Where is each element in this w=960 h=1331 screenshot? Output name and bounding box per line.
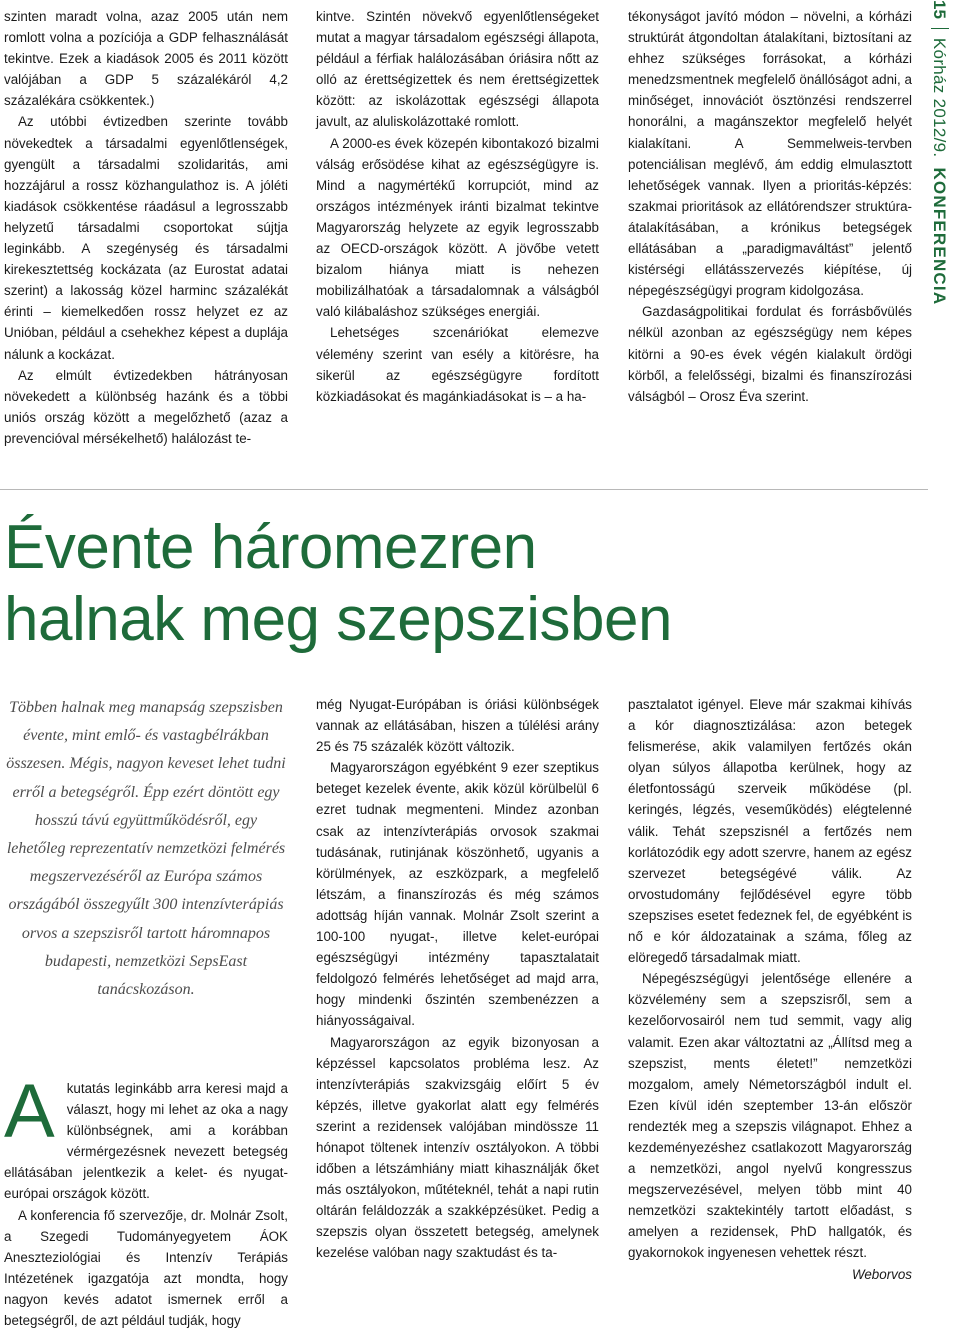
top-column-3 [628, 6, 912, 407]
journal-issue: Kórház 2012/9. [930, 37, 949, 158]
paragraph: pasztalatot igényel. Eleve már szakmai kihívás a kór diagnosztizálása: azon betegek felismerése, akik valamilyen fertőzés okán olyan súlyos állapotba kerülnek, hogy az életfontosságú szerveik működése (pl. keringés, légzés, veseműködés) elégtelenné válik. Tehát szepszisnél a fertőzés nem korlátozódik egy adott szervre, hanem az egész szervezet betegségévé válik. Az orvostudomány fejlődésével egyre több szepszises esetet fedeznek fel, de egyébként is nő e kór áldozatainak a száma, főleg az elöregedő társadalmak miatt. [628, 697, 912, 966]
paragraph: A konferencia fő szervezője, dr. Molnár Zsolt, a Szegedi Tudományegyetem ÁOK Aneszteziológiai és Intenzív Terápiás Intézetének igazgatója azt mondta, hogy nagyon kevés adatot ismernek erről a betegségről, de azt például tudják, hogy [4, 1207, 288, 1329]
article-headline [4, 512, 904, 656]
article-column-2 [316, 694, 599, 1264]
headline-line-2: halnak meg szepszisben [4, 585, 672, 654]
drop-cap: A [4, 1069, 55, 1154]
tab-divider [931, 28, 949, 29]
headline-line-1: Évente háromezren [4, 513, 537, 582]
section-divider [0, 489, 928, 490]
paragraph: még Nyugat-Európában is óriási különbségek vannak az ellátásában, hiszen a túlélési arány 25 és 75 százalék között változik. [316, 697, 599, 755]
top-column-2 [316, 6, 599, 407]
paragraph: Az utóbbi évtizedben szerinte tovább növekedtek a társadalmi egyenlőtlenségek, gyengült a társadalmi szolidaritás, ami hozzájárul a rossz közhangulathoz is. A jóléti kiadások csökkentése ráadásul a legrosszabb helyzetű társadalmi csoportokat sújtja leginkább. A szegénység és társadalmi kirekesztettség kockázata (az Eurostat adatai szerint) a lakosság közel harminc százalékát érinti – kiemelkedően rossz helyzet ez az Unióban, például a csehekhez képest a duplája nálunk a kockázat. [4, 114, 288, 362]
section-tab [928, 0, 960, 340]
paragraph: Magyarországon az egyik bizonyosan a képzéssel kapcsolatos probléma lesz. Az intenzívterápiás szakvizsgáig előírt 5 év képzés, illetve gyakorlat alatt egy felmérés szerint a rezidensek valójában mindössze 11 hónapot töltenek intenzív osztályokon. A többi időben a létszámhiány miatt kihasználják őket más osztályokon, műtéteknél, tehát a napi rutin oltárán feláldozzák a szakképzésüket. Pedig a szepszis olyan összetett betegség, amelynek kezelése valóban nagy szaktudást és ta- [316, 1034, 599, 1261]
byline: Weborvos [851, 1266, 912, 1282]
paragraph: Az elmúlt évtizedekben hátrányosan növekedett a különbség hazánk és a többi uniós ország között a megelőzhető (azaz a prevencióval mérsékelhető) halálozást te- [4, 367, 288, 446]
paragraph: Népegészségügyi jelentősége ellenére a közvélemény sem a szepszisről, sem a kezelőorvosairól nem tud semmit, vagy alig valamit. Ezen akar változtatni az „Állítsd meg a szepszist, ments életet!” nemzetközi mozgalom, amely Németországból indult el. Ezen kívül idén szeptember 13-án először rendezték meg a szepszis világnapot. Ehhez a kezdeményezéshez csatlakozott Magyarország a nemzetközi, angol nyelvű kongresszus megszervezésével, melyen több mint 40 nemzetközi szaktekintély tartott előadást, s amelyen a rezidensek, PhD hallgatók, és gyakornokok ingyenesen vehettek részt. [628, 971, 912, 1261]
paragraph-text: kutatás leginkább arra keresi majd a választ, hogy mi lehet az oka a nagy különbségnek, ami a korábban vérmérgezésnek nevezett betegség ellátásában jelentkezik a kelet- és nyugat-európai országok között. [4, 1081, 288, 1202]
paragraph: A 2000-es évek közepén kibontakozó bizalmi válság erősödése kihat az egészségügyre is. Mind a nagymértékű korrupciót, mind az országos intézmények iránti bizalmat tekintve Magyarország helyzete az egyik legrosszabb az OECD-országok között. A jövőbe vetett bizalom hiánya miatt is nehezen mobilizálhatóak a társadalomnak a válságból való kilábaláshoz szükséges energiái. [316, 135, 599, 320]
paragraph: Magyarországon egyébként 9 ezer szeptikus beteget kezelek évente, akik közül körülbelül 6 ezret tudnak megmenteni. Mindez azonban csak az intenzívterápiás orvosok szakmai tudásának, rutinjának köszönhető, ugyanis a körülmények, az eszközpark, a megfelelő létszám, a finanszírozás és még számos adottság híján vannak. Molnár Zsolt szerint a 100-100 nyugat-, illetve kelet-európai egészségügyi intézmény tapasztalatait feldolgozó felmérés lehetőséget ad majd arra, hogy mindenki őszintén szembenézzen a hiányosságaival. [316, 760, 599, 1029]
paragraph: Gazdaságpolitikai fordulat és forrásbővülés nélkül azonban az egészségügy nem képes kitörni a 90-es évek végén kialakult ördögi körből, a felelősségi, bizalmi és finanszírozási válságból – Orosz Éva szerint. [628, 304, 912, 404]
article-column-1 [4, 1069, 288, 1331]
paragraph: Lehetséges szcenáriókat elemezve vélemény szerint van esély a kitörésre, ha sikerül az egészségügyre fordított közkiadásokat és magánkiadásokat is – a ha- [316, 325, 599, 404]
paragraph: tékonyságot javító módon – növelni, a kórházi struktúrát átgondoltan átalakítani, biztosítani az ehhez szükséges forrásokat, a kórházi menedzsmentnek megfelelő önállóságot adni, a minőséget, innovációt ösztönzési rendszerrel honorálni, a magánszektor megfelelő helyét kialakítani. A Semmelweis-tervben potenciálisan meglévő, ám eddig elmulasztott lehetőségek vannak. Ilyen a prioritás-képzés: szakmai prioritások az ellátórendszer struktúra-átalakításában, a krónikus betegségek ellátásában a „paradigmaváltást” jelentő kistérségi ellátásszervezés kiépítése, új népegészségügyi program kidolgozása. [628, 9, 912, 299]
top-column-1 [4, 6, 288, 449]
paragraph [4, 1069, 288, 1205]
paragraph: szinten maradt volna, azaz 2005 után nem romlott volna a pozíciója a GDP felhasználását tekintve. Ezek a kiadások 2005 és 2011 között valójában a GDP 5 százalékáról 4,2 százalékára csökkentek.) [4, 9, 288, 109]
article-lead: Többen halnak meg manapság szepszisben évente, mint emlő- és vastagbélrákban összesen. Mégis, nagyon keveset lehet tudni erről a betegségről. Épp ezért döntött egy hosszú távú együttműködésről, egy lehetőleg reprezentatív nemzetközi felmérés megszervezéséről az Európa számos országából összegyűlt 300 intenzívterápiás orvos a szepszisről tartott háromnapos budapesti, nemzetközi SepsEast tanácskozáson. [6, 699, 286, 999]
paragraph: kintve. Szintén növekvő egyenlőtlenségeket mutat a magyar társadalom egészségi állapota, például a férfiak halálozásában óriásira nőtt az olló az érettségizettek és nem érettségizettek között: az iskolázottak egészségi állapota javult, az aluliskolázottaké romlott. [316, 9, 599, 130]
section-name: KONFERENCIA [930, 167, 949, 306]
page-number: 15 [930, 0, 949, 19]
article-column-3 [628, 694, 912, 1285]
